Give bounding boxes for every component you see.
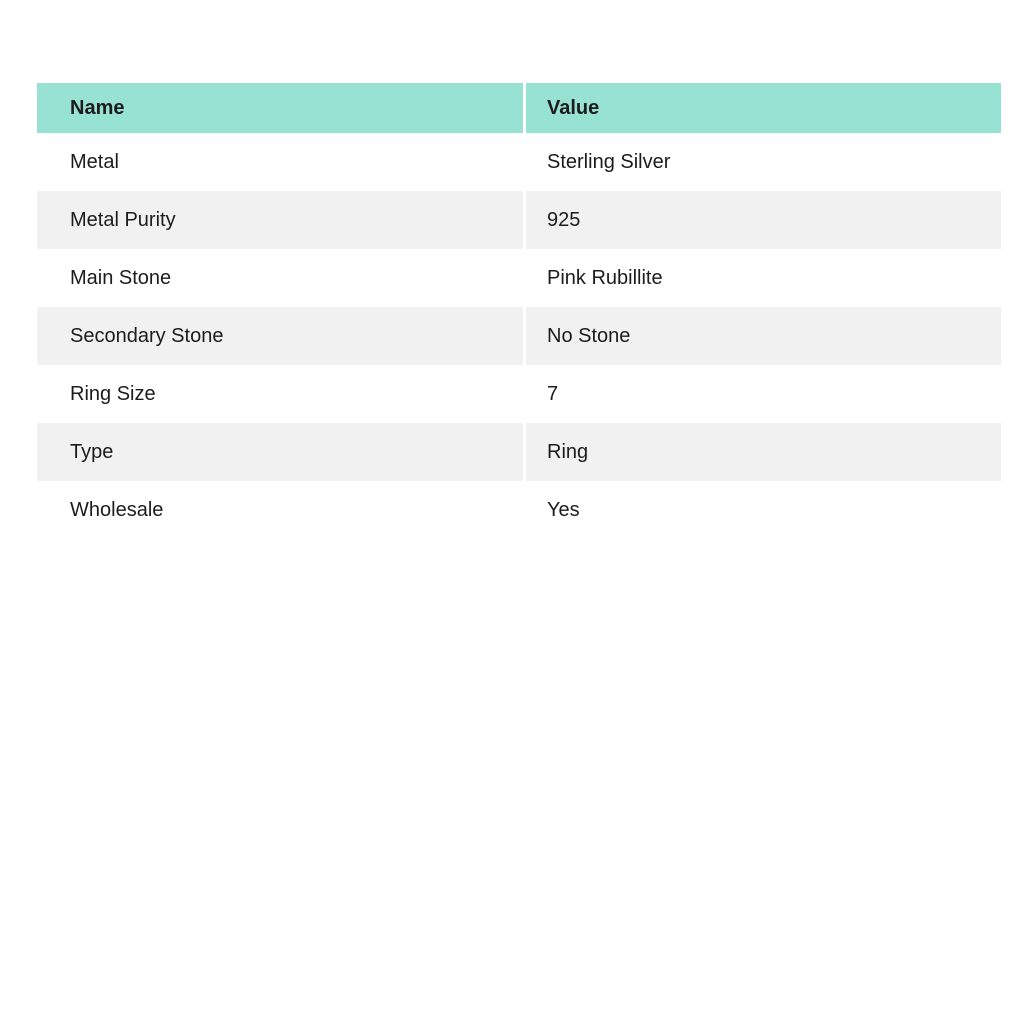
table-header-row <box>37 83 1001 133</box>
row-value-cell: No Stone <box>523 307 1001 365</box>
table-row <box>37 423 1001 481</box>
product-spec-table <box>37 83 1001 539</box>
row-name-cell: Type <box>70 440 114 463</box>
row-name-cell: Metal <box>70 150 119 173</box>
row-value-cell: Sterling Silver <box>523 133 1001 191</box>
table-body <box>37 133 1001 539</box>
row-value-cell: Ring <box>523 423 1001 481</box>
row-value-cell: 7 <box>523 365 1001 423</box>
row-name-cell: Ring Size <box>70 382 156 405</box>
table-row <box>37 365 1001 423</box>
table-row <box>37 307 1001 365</box>
row-value-cell: Pink Rubillite <box>523 249 1001 307</box>
row-value-cell: Yes <box>523 481 1001 539</box>
header-value-cell: Value <box>523 83 1001 133</box>
row-name-cell: Metal Purity <box>70 208 176 231</box>
table-row <box>37 481 1001 539</box>
row-name-cell: Wholesale <box>70 498 164 521</box>
table-row <box>37 133 1001 191</box>
header-name-cell: Name <box>70 96 125 119</box>
table-row <box>37 249 1001 307</box>
row-name-cell: Main Stone <box>70 266 172 289</box>
row-value-cell: 925 <box>523 191 1001 249</box>
row-name-cell: Secondary Stone <box>70 324 224 347</box>
table-row <box>37 191 1001 249</box>
